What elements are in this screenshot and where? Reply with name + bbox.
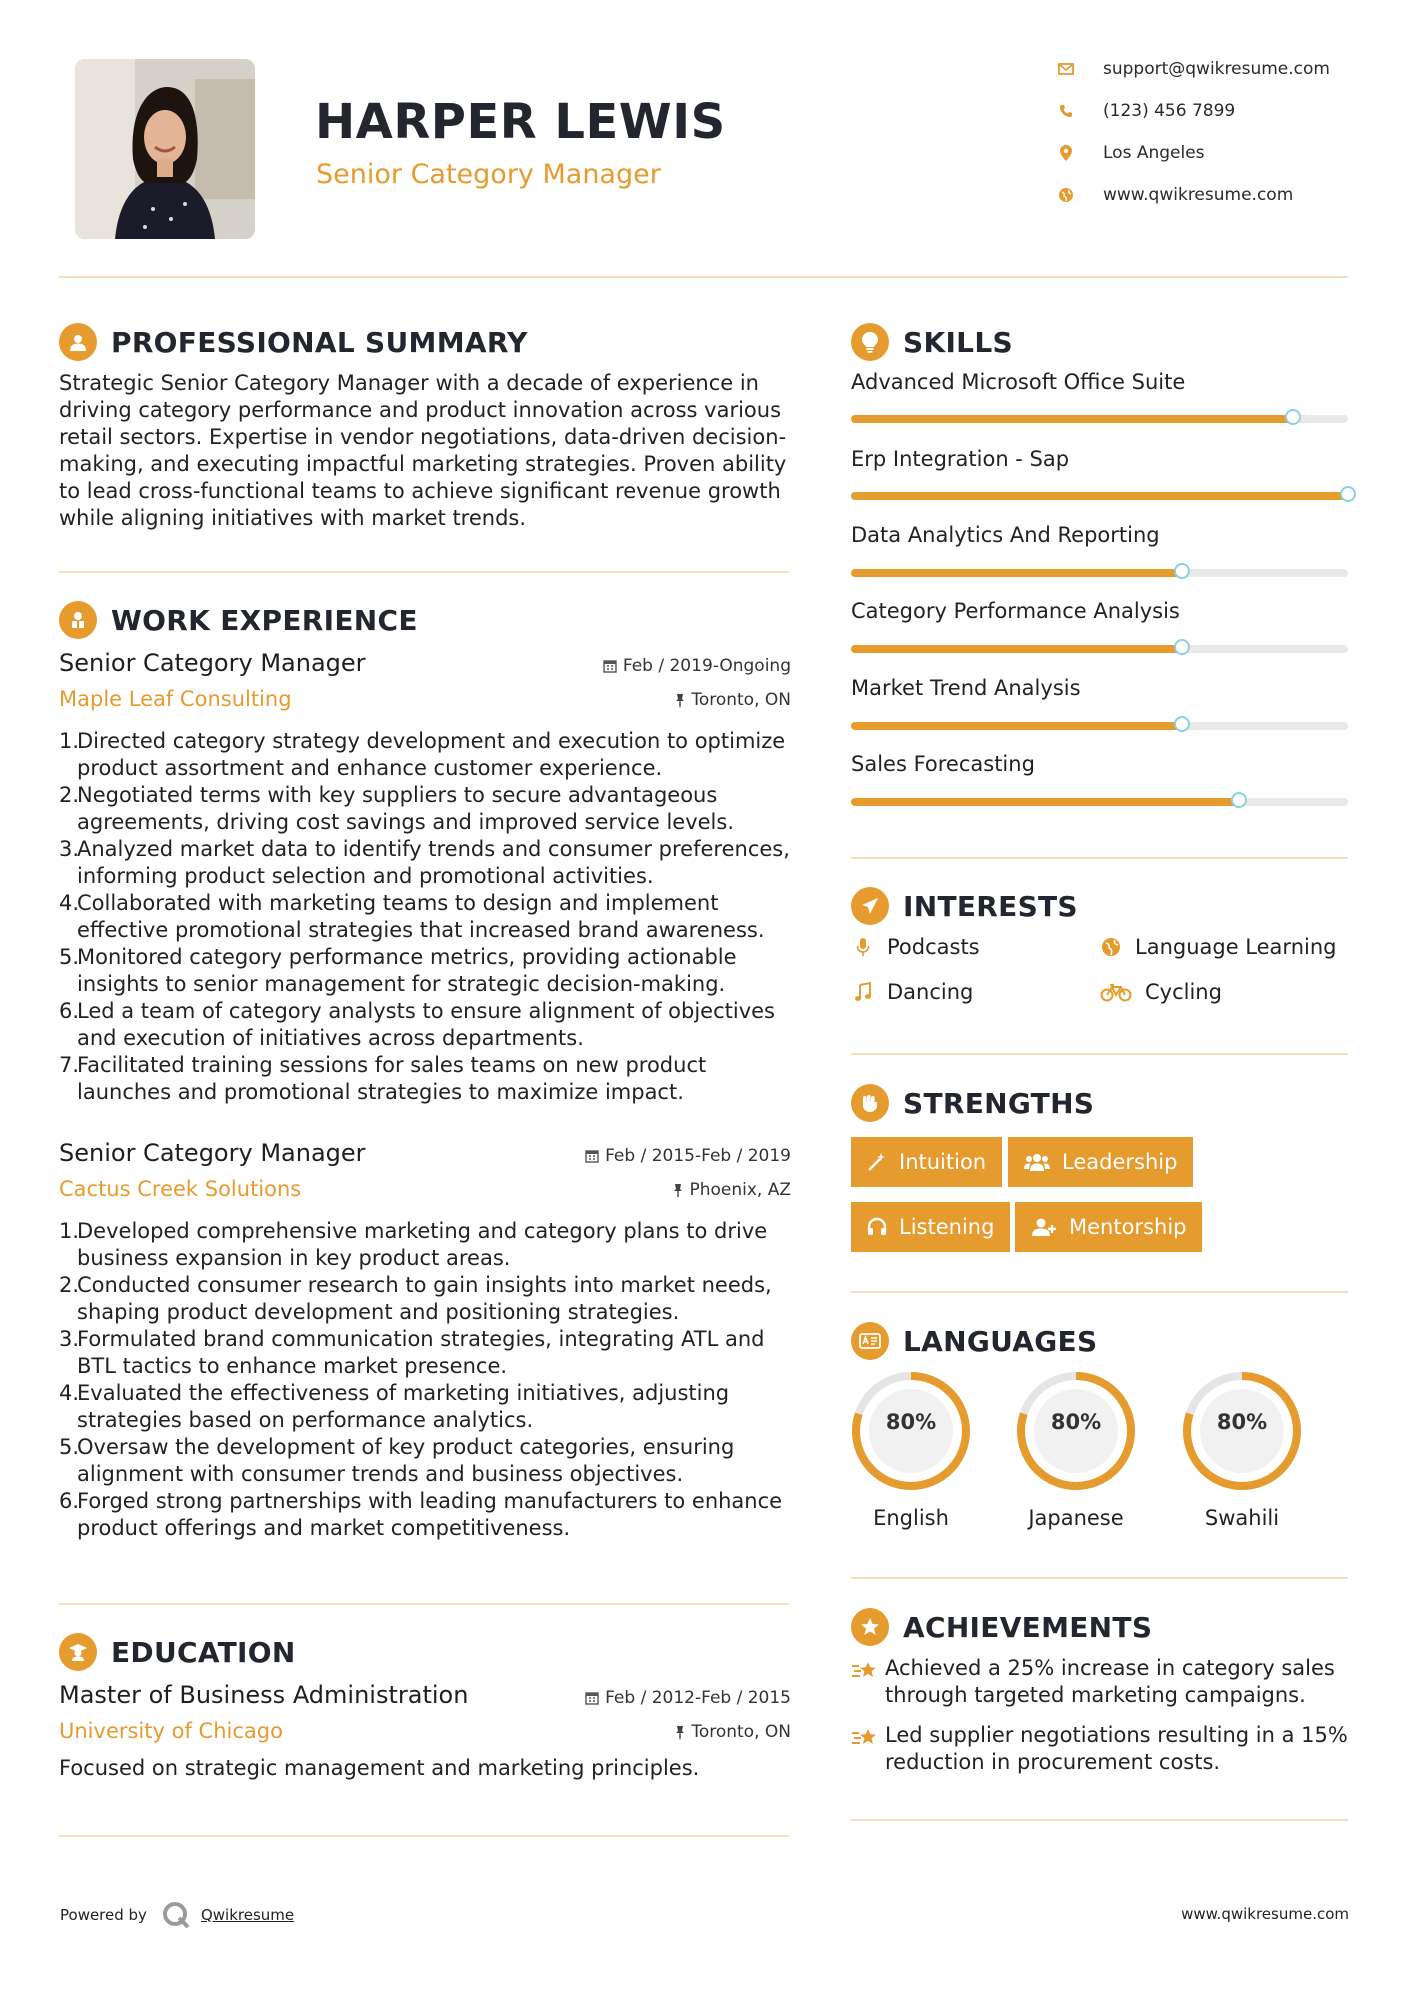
job-2-dates [585, 1146, 791, 1166]
skill-label: Advanced Microsoft Office Suite [851, 370, 1186, 394]
skill-bar [851, 645, 1348, 653]
magic-wand-icon [867, 1152, 887, 1172]
calendar-icon [603, 659, 617, 673]
education-heading [59, 1632, 296, 1672]
language-item [1181, 1370, 1303, 1530]
portrait-image [75, 59, 255, 239]
education-description: Focused on strategic management and marketing principles. [59, 1756, 700, 1780]
strength-label: Mentorship [1069, 1215, 1187, 1239]
candidate-role: Senior Category Manager [316, 159, 661, 190]
achievement-item [851, 1655, 1351, 1709]
briefcase-icon [59, 601, 97, 639]
experience-heading [59, 600, 418, 640]
language-percent: 80% [885, 1410, 937, 1434]
skill-bar-knob [1174, 563, 1190, 579]
strength-tag-intuition [851, 1137, 1002, 1187]
language-name: Japanese [1028, 1506, 1124, 1530]
experience-title: WORK EXPERIENCE [111, 603, 418, 637]
footer-website[interactable]: www.qwikresume.com [1181, 1905, 1349, 1923]
microphone-icon [851, 935, 875, 959]
achievement-item [851, 1722, 1351, 1776]
language-name: Swahili [1204, 1506, 1280, 1530]
location-pin-icon [1055, 142, 1077, 164]
summary-divider [59, 571, 789, 573]
job-1-bullets [59, 728, 799, 1106]
languages-title: LANGUAGES [903, 1324, 1098, 1358]
interest-item [851, 980, 973, 1004]
achievements-heading [851, 1607, 1152, 1647]
language-item [1015, 1370, 1137, 1530]
skills-heading [851, 322, 1013, 362]
language-percent: 80% [1216, 1410, 1268, 1434]
shooting-star-icon [851, 1655, 885, 1709]
lightbulb-icon [851, 323, 889, 361]
interest-label: Language Learning [1135, 935, 1337, 959]
skill-bar-fill [851, 415, 1293, 423]
skill-label: Data Analytics And Reporting [851, 523, 1160, 547]
contact-location [1055, 141, 1375, 165]
list-item: 6. Led a team of category analysts to ensure alignment of objectives and execution of initiatives across departments. [59, 999, 775, 1050]
candidate-name: HARPER LEWIS [315, 94, 726, 150]
contact-website[interactable] [1055, 183, 1375, 207]
skill-bar-fill [851, 798, 1239, 806]
achievements-title: ACHIEVEMENTS [903, 1610, 1153, 1644]
header-divider [59, 276, 1348, 278]
calendar-icon [585, 1149, 599, 1163]
interest-label: Podcasts [887, 935, 980, 959]
job-1-dates [603, 656, 791, 676]
bicycle-icon [1099, 980, 1133, 1004]
interest-label: Cycling [1145, 980, 1222, 1004]
experience-divider [59, 1603, 789, 1605]
music-note-icon [851, 980, 875, 1004]
job-2-bullets [59, 1218, 799, 1542]
achievements-divider [851, 1819, 1348, 1821]
shooting-star-icon [851, 1722, 885, 1776]
education-title: EDUCATION [111, 1635, 296, 1669]
skill-bar-knob [1340, 486, 1356, 502]
contact-phone-text: (123) 456 7899 [1103, 101, 1236, 121]
strength-label: Intuition [899, 1150, 987, 1174]
pin-icon [675, 693, 685, 707]
interests-divider [851, 1053, 1348, 1055]
paper-plane-icon [851, 887, 889, 925]
skill-bar-knob [1174, 716, 1190, 732]
interests-heading [851, 886, 1078, 926]
list-item: 5. Monitored category performance metrics, providing actionable insights to senior management for strategic decision-making. [59, 945, 737, 996]
globe-icon [1055, 184, 1077, 206]
list-item: 3. Formulated brand communication strategies, integrating ATL and BTL tactics to enhance market presence. [59, 1327, 765, 1378]
skill-label: Erp Integration - Sap [851, 447, 1070, 471]
job-2-location [673, 1180, 791, 1200]
powered-by-text: Powered by [60, 1906, 147, 1924]
education-location-text: Toronto, ON [691, 1722, 791, 1742]
contact-phone[interactable] [1055, 99, 1375, 123]
skill-label: Category Performance Analysis [851, 599, 1180, 623]
list-item: 1. Directed category strategy development and execution to optimize product assortment and enhance customer experience. [59, 729, 786, 780]
strength-label: Leadership [1062, 1150, 1178, 1174]
education-dates-text: Feb / 2012-Feb / 2015 [605, 1688, 791, 1708]
education-location [675, 1722, 791, 1742]
skill-bar [851, 722, 1348, 730]
qwikresume-link[interactable]: Qwikresume [200, 1906, 295, 1924]
skill-bar-knob [1231, 792, 1247, 808]
summary-text: Strategic Senior Category Manager with a decade of experience in driving category performance and product innovation across various retail sectors. Expertise in vendor negotiations, data-driven decision-making, and executing impactful marketing strategies. Proven ability to lead cross-functional teams to achieve significant revenue growth while aligning initiatives with market trends. [59, 371, 787, 530]
skill-bar [851, 415, 1348, 423]
education-dates [585, 1688, 791, 1708]
job-1-location-text: Toronto, ON [691, 690, 791, 710]
education-school: University of Chicago [59, 1719, 283, 1743]
skills-divider [851, 857, 1348, 859]
skill-label: Sales Forecasting [851, 752, 1035, 776]
user-icon [59, 323, 97, 361]
languages-heading [851, 1321, 1097, 1361]
strength-tag-leadership [1008, 1137, 1193, 1187]
globe-icon [1099, 935, 1123, 959]
job-2-dates-text: Feb / 2015-Feb / 2019 [605, 1146, 791, 1166]
language-card-icon [851, 1322, 889, 1360]
job-1-location [675, 690, 791, 710]
skill-bar-knob [1285, 409, 1301, 425]
interest-item [851, 935, 980, 959]
list-item: 4. Collaborated with marketing teams to design and implement effective promotional strategies that increased brand awareness. [59, 891, 765, 942]
skill-bar [851, 569, 1348, 577]
job-1-dates-text: Feb / 2019-Ongoing [622, 656, 791, 676]
list-item: 3. Analyzed market data to identify trends and consumer preferences, informing product selection and promotional activities. [59, 837, 790, 888]
strength-label: Listening [899, 1215, 995, 1239]
strength-tag-listening [851, 1202, 1010, 1252]
strengths-divider [851, 1291, 1348, 1293]
graduate-icon [59, 1633, 97, 1671]
contact-email-text: support@qwikresume.com [1103, 59, 1330, 79]
contact-website-text: www.qwikresume.com [1103, 185, 1294, 205]
skill-bar [851, 798, 1348, 806]
skills-title: SKILLS [903, 325, 1013, 359]
list-item: 6. Forged strong partnerships with leading manufacturers to enhance product offerings and market competitiveness. [59, 1489, 783, 1540]
achievement-text: Achieved a 25% increase in category sales through targeted marketing campaigns. [885, 1656, 1335, 1707]
job-1-company: Maple Leaf Consulting [59, 687, 292, 711]
fist-icon [851, 1084, 889, 1122]
skill-bar-fill [851, 492, 1348, 500]
job-1-title: Senior Category Manager [59, 649, 366, 677]
strengths-title: STRENGTHS [903, 1086, 1095, 1120]
language-item [850, 1370, 972, 1530]
language-percent: 80% [1050, 1410, 1102, 1434]
pin-icon [673, 1183, 683, 1197]
job-2-location-text: Phoenix, AZ [689, 1180, 791, 1200]
headphones-icon [867, 1217, 887, 1237]
profile-photo [75, 59, 255, 239]
interests-title: INTERESTS [903, 889, 1078, 923]
contact-location-text: Los Angeles [1103, 143, 1205, 163]
qwikresume-logo-icon [161, 1900, 191, 1930]
star-badge-icon [851, 1608, 889, 1646]
skill-bar-fill [851, 645, 1182, 653]
add-user-icon [1031, 1217, 1057, 1237]
contact-email[interactable] [1055, 57, 1375, 81]
pin-icon [675, 1725, 685, 1739]
summary-title: PROFESSIONAL SUMMARY [111, 325, 528, 359]
list-item: 2. Conducted consumer research to gain insights into market needs, shaping product development and positioning strategies. [59, 1273, 772, 1324]
phone-icon [1055, 100, 1077, 122]
skill-label: Market Trend Analysis [851, 676, 1081, 700]
footer-powered-by [60, 1900, 294, 1930]
skill-bar [851, 492, 1348, 500]
group-icon [1024, 1152, 1050, 1172]
strengths-heading [851, 1083, 1094, 1123]
calendar-icon [585, 1691, 599, 1705]
list-item: 7. Facilitated training sessions for sales teams on new product launches and promotional strategies to maximize impact. [59, 1053, 707, 1104]
interest-label: Dancing [887, 980, 974, 1004]
list-item: 4. Evaluated the effectiveness of marketing initiatives, adjusting strategies based on performance analytics. [59, 1381, 730, 1432]
education-divider [59, 1835, 789, 1837]
language-name: English [873, 1506, 949, 1530]
job-2-company: Cactus Creek Solutions [59, 1177, 302, 1201]
summary-heading [59, 322, 528, 362]
languages-divider [851, 1577, 1348, 1579]
skill-bar-fill [851, 722, 1182, 730]
skill-bar-fill [851, 569, 1182, 577]
list-item: 5. Oversaw the development of key product categories, ensuring alignment with consumer trends and business objectives. [59, 1435, 735, 1486]
skill-bar-knob [1174, 639, 1190, 655]
achievement-text: Led supplier negotiations resulting in a 15% reduction in procurement costs. [885, 1723, 1348, 1774]
education-degree: Master of Business Administration [59, 1681, 469, 1709]
job-2-title: Senior Category Manager [59, 1139, 366, 1167]
email-icon [1055, 58, 1077, 80]
interest-item [1099, 980, 1222, 1004]
interest-item [1099, 935, 1336, 959]
list-item: 2. Negotiated terms with key suppliers to secure advantageous agreements, driving cost savings and improved service levels. [59, 783, 734, 834]
strength-tag-mentorship [1015, 1202, 1202, 1252]
list-item: 1. Developed comprehensive marketing and category plans to drive business expansion in key product areas. [59, 1219, 768, 1270]
